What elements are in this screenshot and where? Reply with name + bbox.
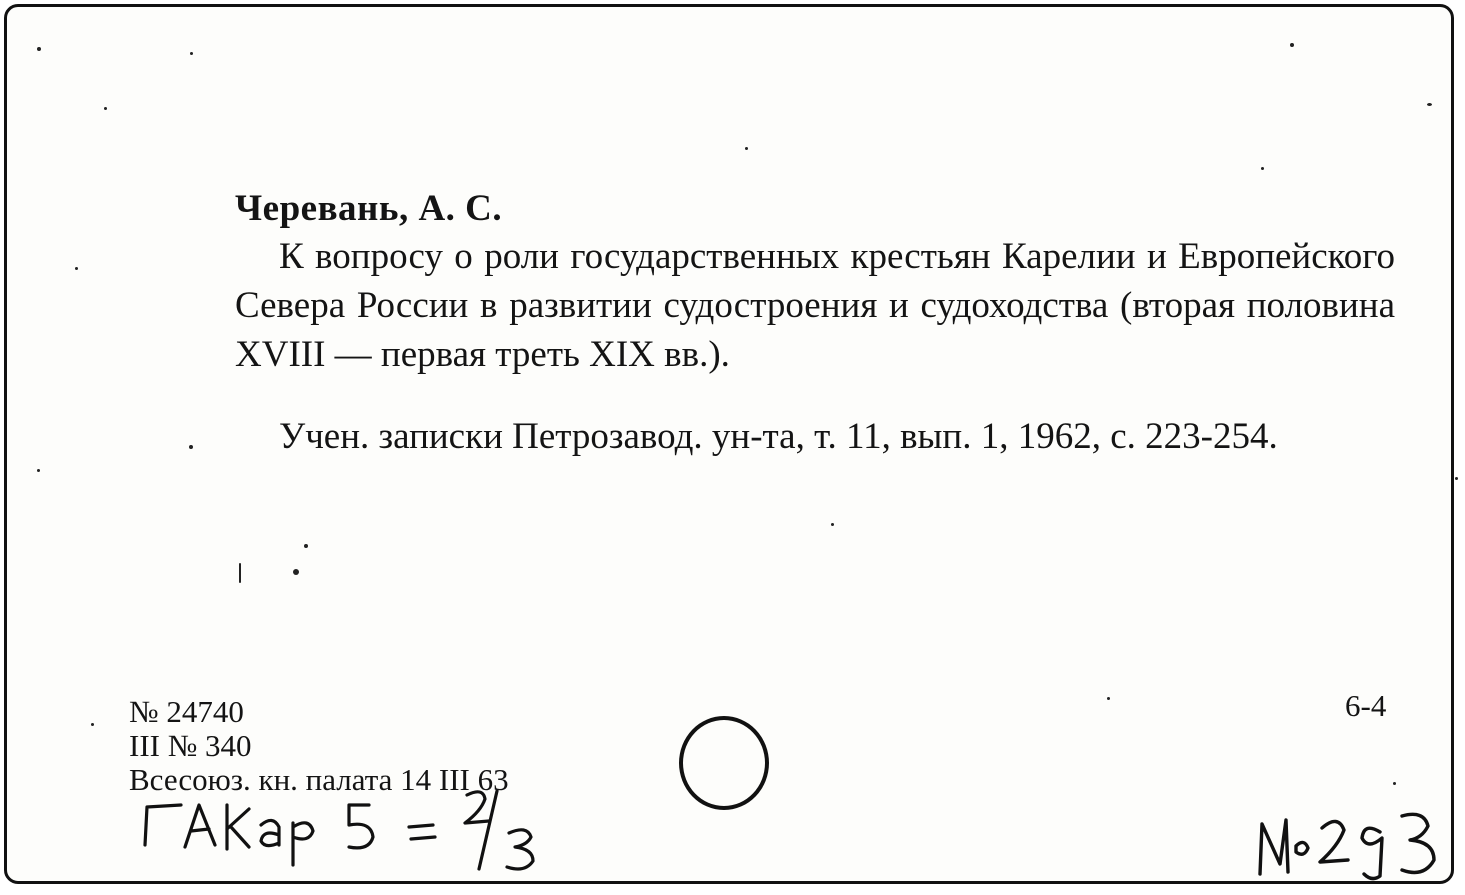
catalog-info [129,695,509,797]
circle-stamp [679,716,769,810]
catalog-series-number: III № 340 [129,728,252,763]
scan-speck [37,469,40,472]
scan-speck [189,445,193,449]
scan-speck [37,47,41,51]
scan-speck [1455,477,1458,480]
catalog-number: № 24740 [129,694,244,729]
author-name: Черевань, А. С. [235,188,503,229]
handwritten-record-number [1252,802,1457,887]
handwritten-shelf-mark [137,787,607,877]
catalog-card [4,4,1454,884]
work-title: К вопросу о роли государственных крестьян Карелии и Европейского Севера России в развитии судостроения и судоходства (вторая половина XVIII — первая треть XIX вв.). [235,236,1395,375]
scan-speck [1393,782,1396,785]
scan-speck [1427,103,1432,106]
scan-speck [304,544,308,548]
scan-speck [104,107,107,110]
catalog-chamber-date: Всесоюз. кн. палата 14 III 63 [129,762,509,797]
scan-speck [190,52,193,55]
scan-speck [75,267,78,270]
classification-code: 6-4 [1345,688,1387,723]
scan-speck [1107,697,1110,700]
scan-speck [1261,167,1264,170]
scan-speck [831,523,834,526]
scan-speck [293,569,299,575]
publication-source: Учен. записки Петрозавод. ун-та, т. 11, вып. 1, 1962, с. 223-254. [279,416,1278,457]
scan-speck [745,147,748,150]
scan-speck [91,723,94,726]
scan-speck [239,563,241,583]
scan-speck [1290,43,1294,47]
